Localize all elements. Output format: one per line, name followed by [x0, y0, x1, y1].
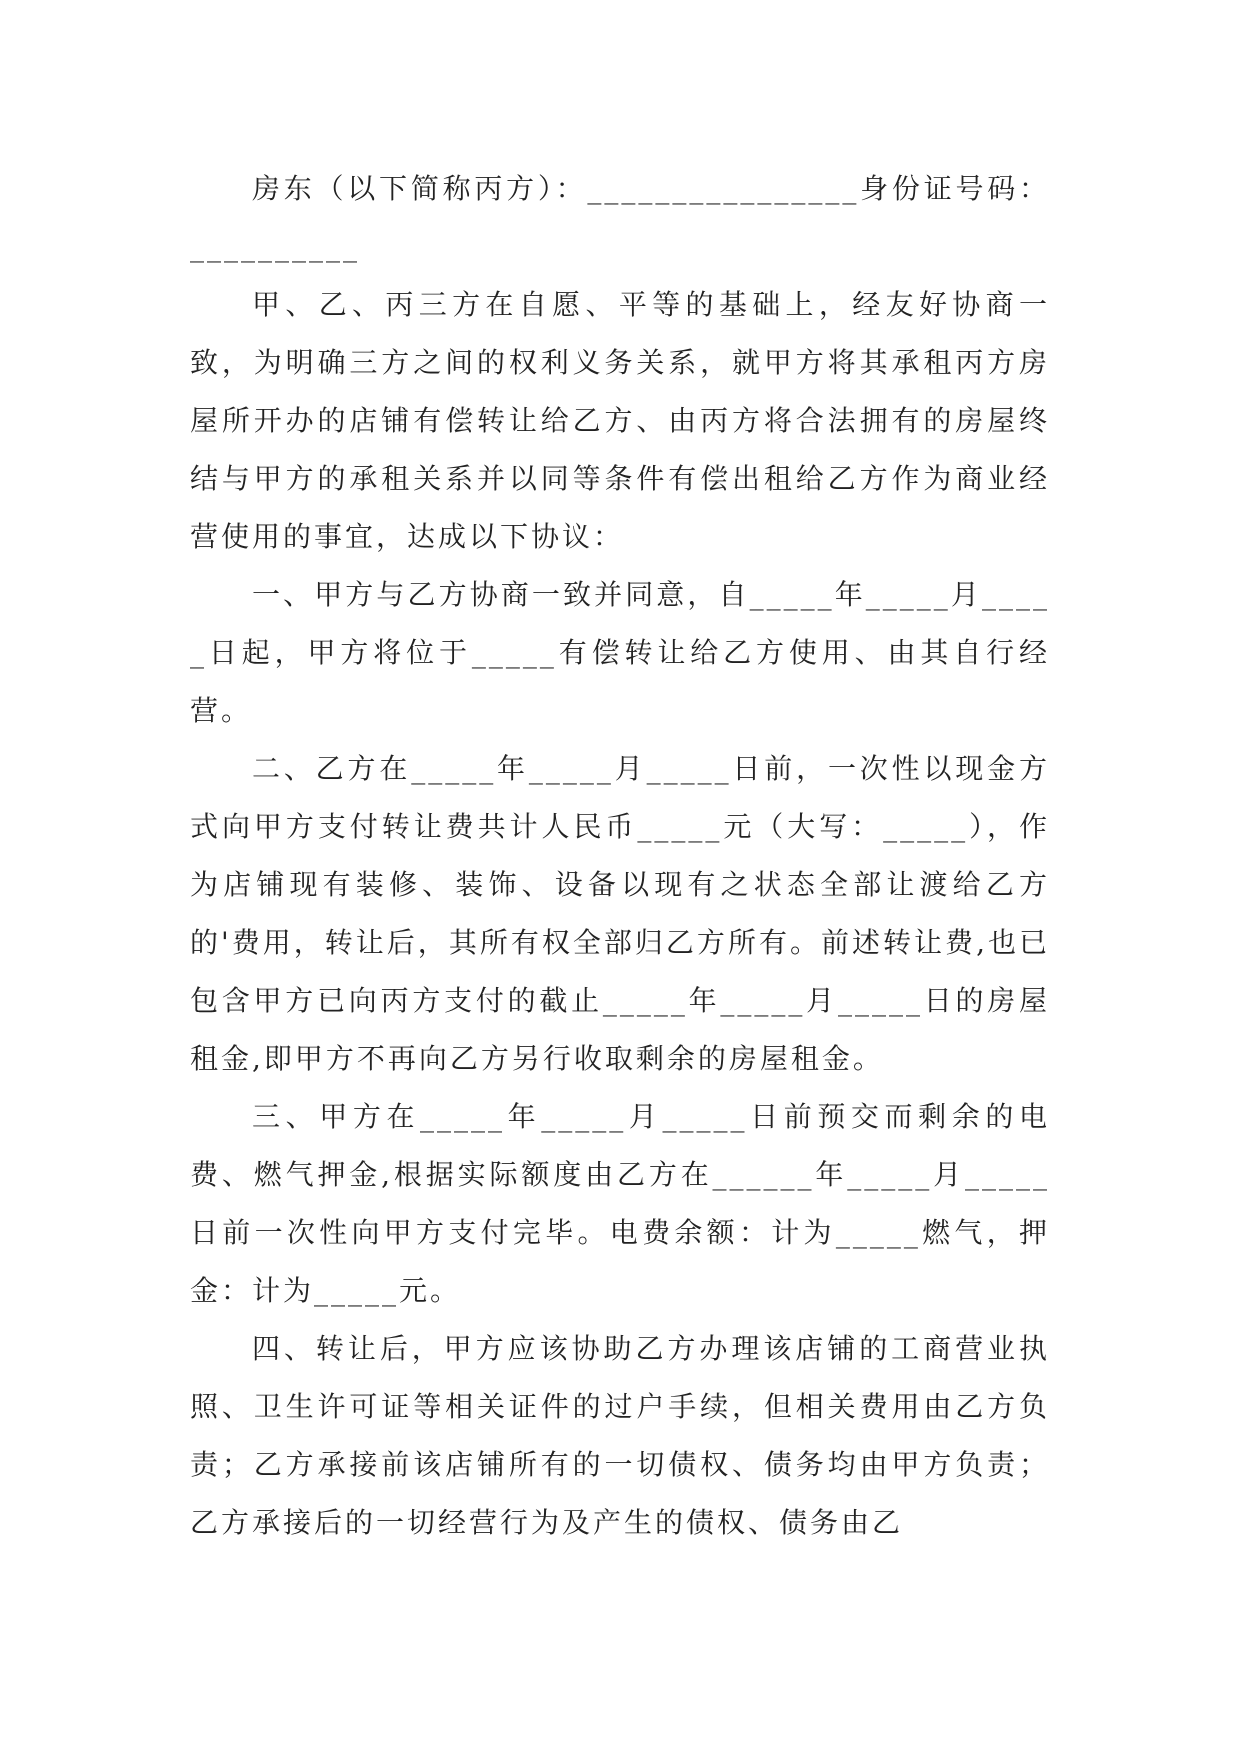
contract-body	[190, 160, 1050, 1552]
clause-one: 一、甲方与乙方协商一致并同意，自_____年_____月_____日起，甲方将位于_____有偿转让给乙方使用、由其自行经营。	[190, 578, 1050, 727]
clause-three: 三、甲方在_____年_____月_____日前预交而剩余的电费、燃气押金,根据实际额度由乙方在______年_____月_____日前一次性向甲方支付完毕。电费余额：计为_____燃气，押金：计为_____元。	[190, 1100, 1050, 1307]
clause-four: 四、转让后，甲方应该协助乙方办理该店铺的工商营业执照、卫生许可证等相关证件的过户手续，但相关费用由乙方负责；乙方承接前该店铺所有的一切债权、债务均由甲方负责；乙方承接后的一切经营行为及产生的债权、债务由乙	[190, 1332, 1050, 1539]
preamble-paragraph: 甲、乙、丙三方在自愿、平等的基础上，经友好协商一致，为明确三方之间的权利义务关系，就甲方将其承租丙方房屋所开办的店铺有偿转让给乙方、由丙方将合法拥有的房屋终结与甲方的承租关系并以同等条件有偿出租给乙方作为商业经营使用的事宜，达成以下协议：	[190, 288, 1050, 553]
clause-two: 二、乙方在_____年_____月_____日前，一次性以现金方式向甲方支付转让费共计人民币_____元（大写：_____），作为店铺现有装修、装饰、设备以现有之状态全部让渡给乙方的'费用，转让后，其所有权全部归乙方所有。前述转让费,也已包含甲方已向丙方支付的截止_____年_____月_____日的房屋租金,即甲方不再向乙方另行收取剩余的房屋租金。	[190, 752, 1050, 1075]
landlord-line: 房东（以下简称丙方）：________________身份证号码：__________	[190, 172, 1050, 263]
